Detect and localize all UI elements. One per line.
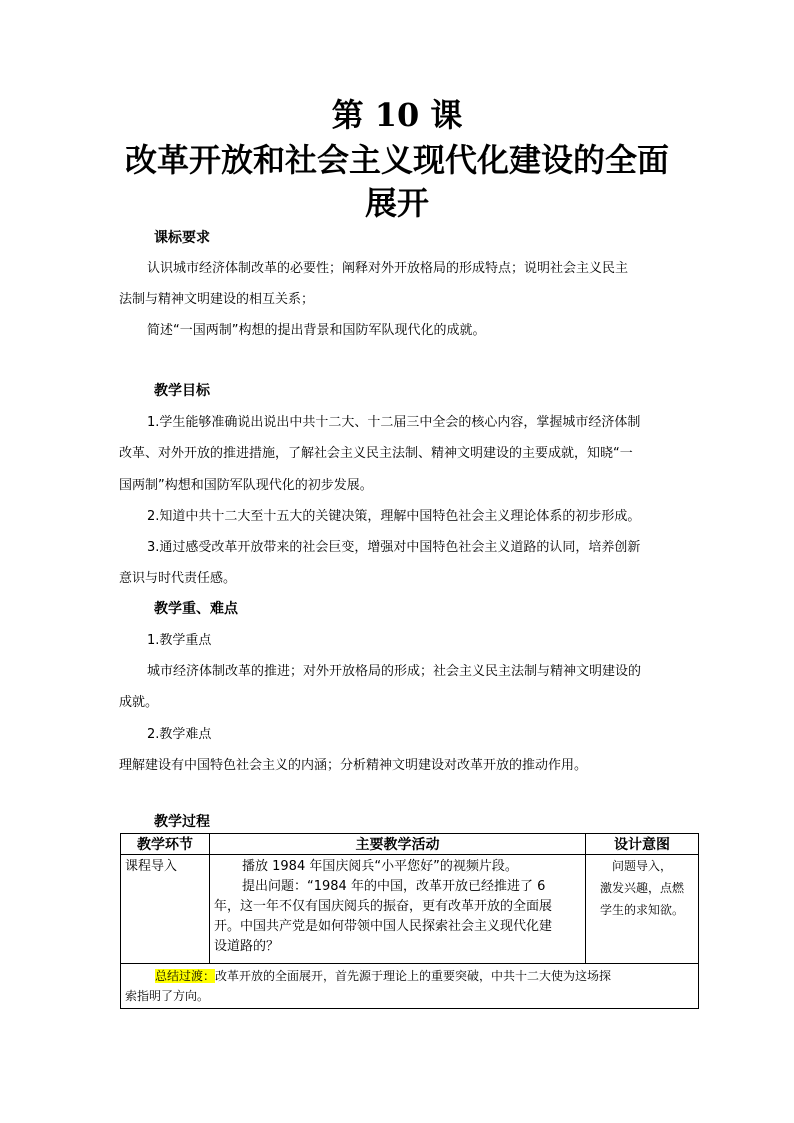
goal-1-line1: 1.学生能够准确说出说出中共十二大、十二届三中全会的核心内容，掌握城市经济体制 [147, 415, 641, 430]
goal-3-line1: 3.通过感受改革开放带来的社会巨变，增强对中国特色社会主义道路的认同，培养创新 [147, 540, 641, 555]
curriculum-heading: 课标要求 [154, 230, 210, 246]
header-stage: 教学环节 [121, 834, 210, 855]
intent-line2: 激发兴趣，点燃 [599, 881, 684, 895]
table-row [121, 855, 699, 964]
intent-line1: 问题导入， [611, 859, 672, 873]
activity-line1: 播放 1984 年国庆阅兵“小平您好”的视频片段。 [242, 859, 518, 874]
summary-row [121, 964, 699, 1009]
activity-cell [210, 855, 586, 964]
keypoint-1-line1: 城市经济体制改革的推进；对外开放格局的形成；社会主义民主法制与精神文明建设的 [147, 664, 642, 679]
stage-cell: 课程导入 [121, 855, 210, 964]
activity-line2: 提出问题：“1984 年的中国，改革开放已经推进了 6 [242, 879, 546, 894]
activity-line4: 开。中国共产党是如何带领中国人民探索社会主义现代化建 [214, 919, 553, 934]
curriculum-text-line3: 简述“一国两制”构想的提出背景和国防军队现代化的成就。 [147, 323, 486, 338]
keypoint-1-line2: 成就。 [119, 695, 159, 710]
header-intent: 设计意图 [586, 834, 699, 855]
summary-text-line1: 改革开放的全面展开，首先源于理论上的重要突破，中共十二大使为这场探 [215, 969, 612, 983]
goals-heading: 教学目标 [154, 383, 210, 399]
process-heading: 教学过程 [154, 814, 210, 830]
teaching-process-table [120, 833, 699, 1009]
goal-1-line3: 国两制”构想和国防军队现代化的初步发展。 [119, 478, 373, 493]
keypoint-sub1: 1.教学重点 [147, 633, 212, 648]
keypoint-2: 理解建设有中国特色社会主义的内涵；分析精神文明建设对改革开放的推动作用。 [119, 758, 588, 773]
goal-2: 2.知道中共十二大至十五大的关键决策，理解中国特色社会主义理论体系的初步形成。 [147, 509, 641, 524]
goal-1-line2: 改革、对外开放的推进措施，了解社会主义民主法制、精神文明建设的主要成就，知晓“一 [119, 446, 633, 461]
lesson-title-line2: 展开 [364, 184, 429, 222]
goal-3-line2: 意识与时代责任感。 [119, 571, 237, 586]
lesson-number-title: 第 10 课 [331, 96, 463, 134]
curriculum-text-line1: 认识城市经济体制改革的必要性；阐释对外开放格局的形成特点；说明社会主义民主 [147, 261, 629, 276]
keypoint-sub2: 2.教学难点 [147, 727, 212, 742]
keypoints-heading: 教学重、难点 [154, 601, 238, 617]
summary-line1 [155, 966, 694, 986]
activity-line5: 设道路的？ [214, 939, 280, 954]
summary-label: 总结过渡： [155, 969, 216, 983]
summary-cell [121, 964, 699, 1009]
curriculum-text-line2: 法制与精神文明建设的相互关系； [119, 292, 315, 307]
intent-line3: 学生的求知欲。 [599, 903, 684, 917]
header-activity: 主要教学活动 [210, 834, 586, 855]
table-header-row [121, 834, 699, 855]
summary-text-line2: 索指明了方向。 [125, 989, 210, 1003]
activity-line3: 年，这一年不仅有国庆阅兵的振奋，更有改革开放的全面展 [214, 899, 553, 914]
intent-cell [586, 855, 699, 964]
lesson-title-line1: 改革开放和社会主义现代化建设的全面 [124, 141, 669, 179]
